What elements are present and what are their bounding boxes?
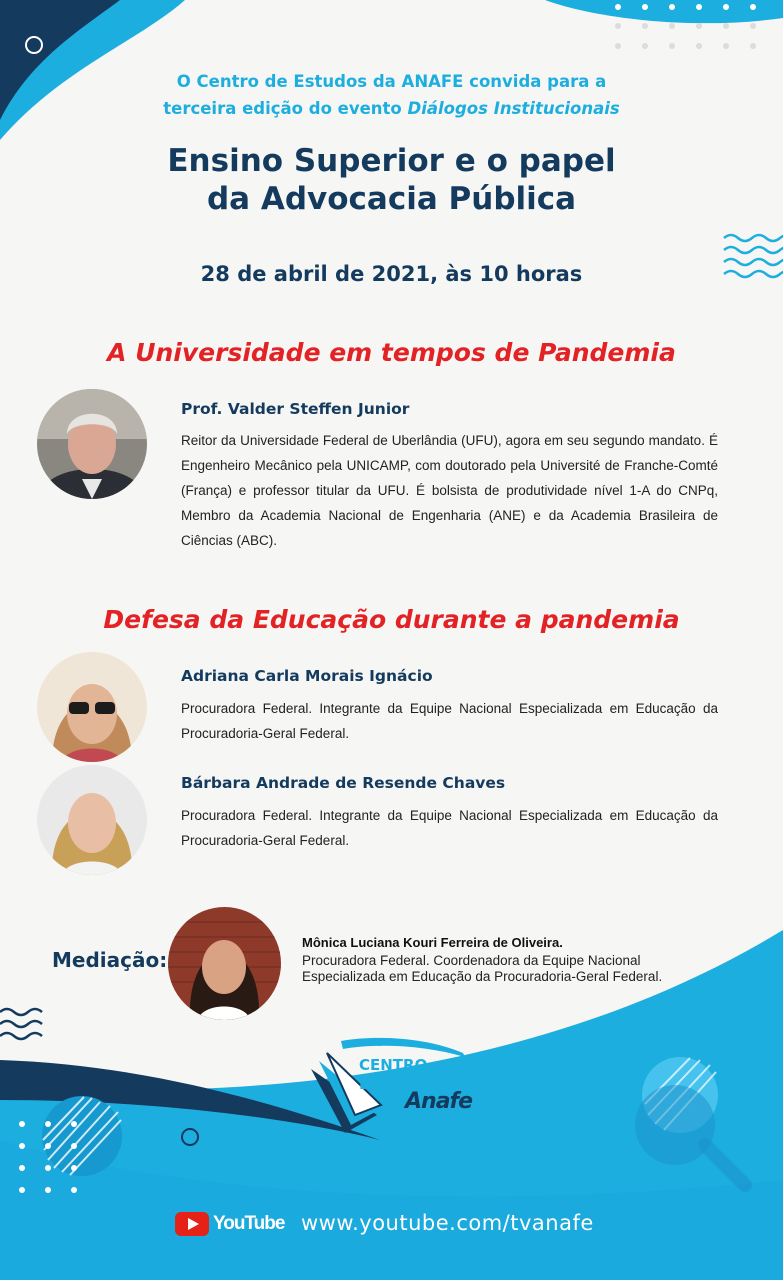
invitation-line-2-prefix: terceira edição do evento [163, 99, 408, 118]
centro-de-estudos-logo [305, 1035, 480, 1135]
speaker-bio-adriana: Procuradora Federal. Integrante da Equipe Nacional Especializada em Educação da Procuradoria-Geral Federal. [181, 701, 718, 741]
invitation-text [0, 68, 783, 122]
moderator-photo [168, 907, 281, 1020]
speaker-name-adriana: Adriana Carla Morais Ignácio [181, 667, 433, 685]
youtube-label: YouTube [213, 1213, 285, 1234]
event-title-line-2: da Advocacia Pública [206, 181, 577, 217]
speaker-photo-adriana [37, 652, 147, 762]
youtube-play-icon [175, 1212, 209, 1236]
speaker-photo-valder [37, 389, 147, 499]
moderator-name: Mônica Luciana Kouri Ferreira de Oliveira. [302, 935, 563, 950]
event-title [0, 142, 783, 218]
speaker-name-barbara: Bárbara Andrade de Resende Chaves [181, 774, 506, 792]
event-name: Diálogos Institucionais [407, 99, 620, 118]
event-date: 28 de abril de 2021, às 10 horas [200, 262, 583, 286]
section-1-title: A Universidade em tempos de Pandemia [107, 338, 676, 367]
speaker-name-valder: Prof. Valder Steffen Junior [181, 400, 410, 418]
mediation-label: Mediação: [52, 948, 168, 972]
logo-line-1-suffix: DE [430, 1063, 444, 1073]
invitation-line-1: O Centro de Estudos da ANAFE convida para a [176, 72, 607, 91]
logo-line-2: ESTUDOS [359, 1075, 439, 1093]
speaker-bio-valder: Reitor da Universidade Federal de Uberlândia (UFU), agora em seu segundo mandato. É Engenheiro Mecânico pela UNICAMP, com doutorado pela Université de Franche-Comté (França) e professor titular da UFU. É bolsista de produtividade nível 1-A do CNPq, Membro da Academia Nacional de Engenharia (ANE) e da Academia Brasileira de Ciências (ABC). [181, 433, 718, 548]
youtube-logo[interactable] [175, 1212, 284, 1236]
invitation-line-2 [0, 95, 783, 122]
youtube-channel-url[interactable]: www.youtube.com/tvanafe [301, 1211, 594, 1235]
logo-text [359, 1057, 444, 1092]
logo-line-1: CENTRO [359, 1056, 428, 1074]
logo-brand: Anafe [405, 1089, 473, 1114]
moderator-bio: Procuradora Federal. Coordenadora da Equipe Nacional Especializada em Educação da Procuradoria-Geral Federal. [302, 953, 663, 984]
speaker-bio-barbara: Procuradora Federal. Integrante da Equipe Nacional Especializada em Educação da Procuradoria-Geral Federal. [181, 808, 718, 848]
event-title-line-1: Ensino Superior e o papel [167, 143, 616, 179]
speaker-photo-barbara [37, 765, 147, 875]
section-2-title: Defesa da Educação durante a pandemia [103, 605, 680, 634]
